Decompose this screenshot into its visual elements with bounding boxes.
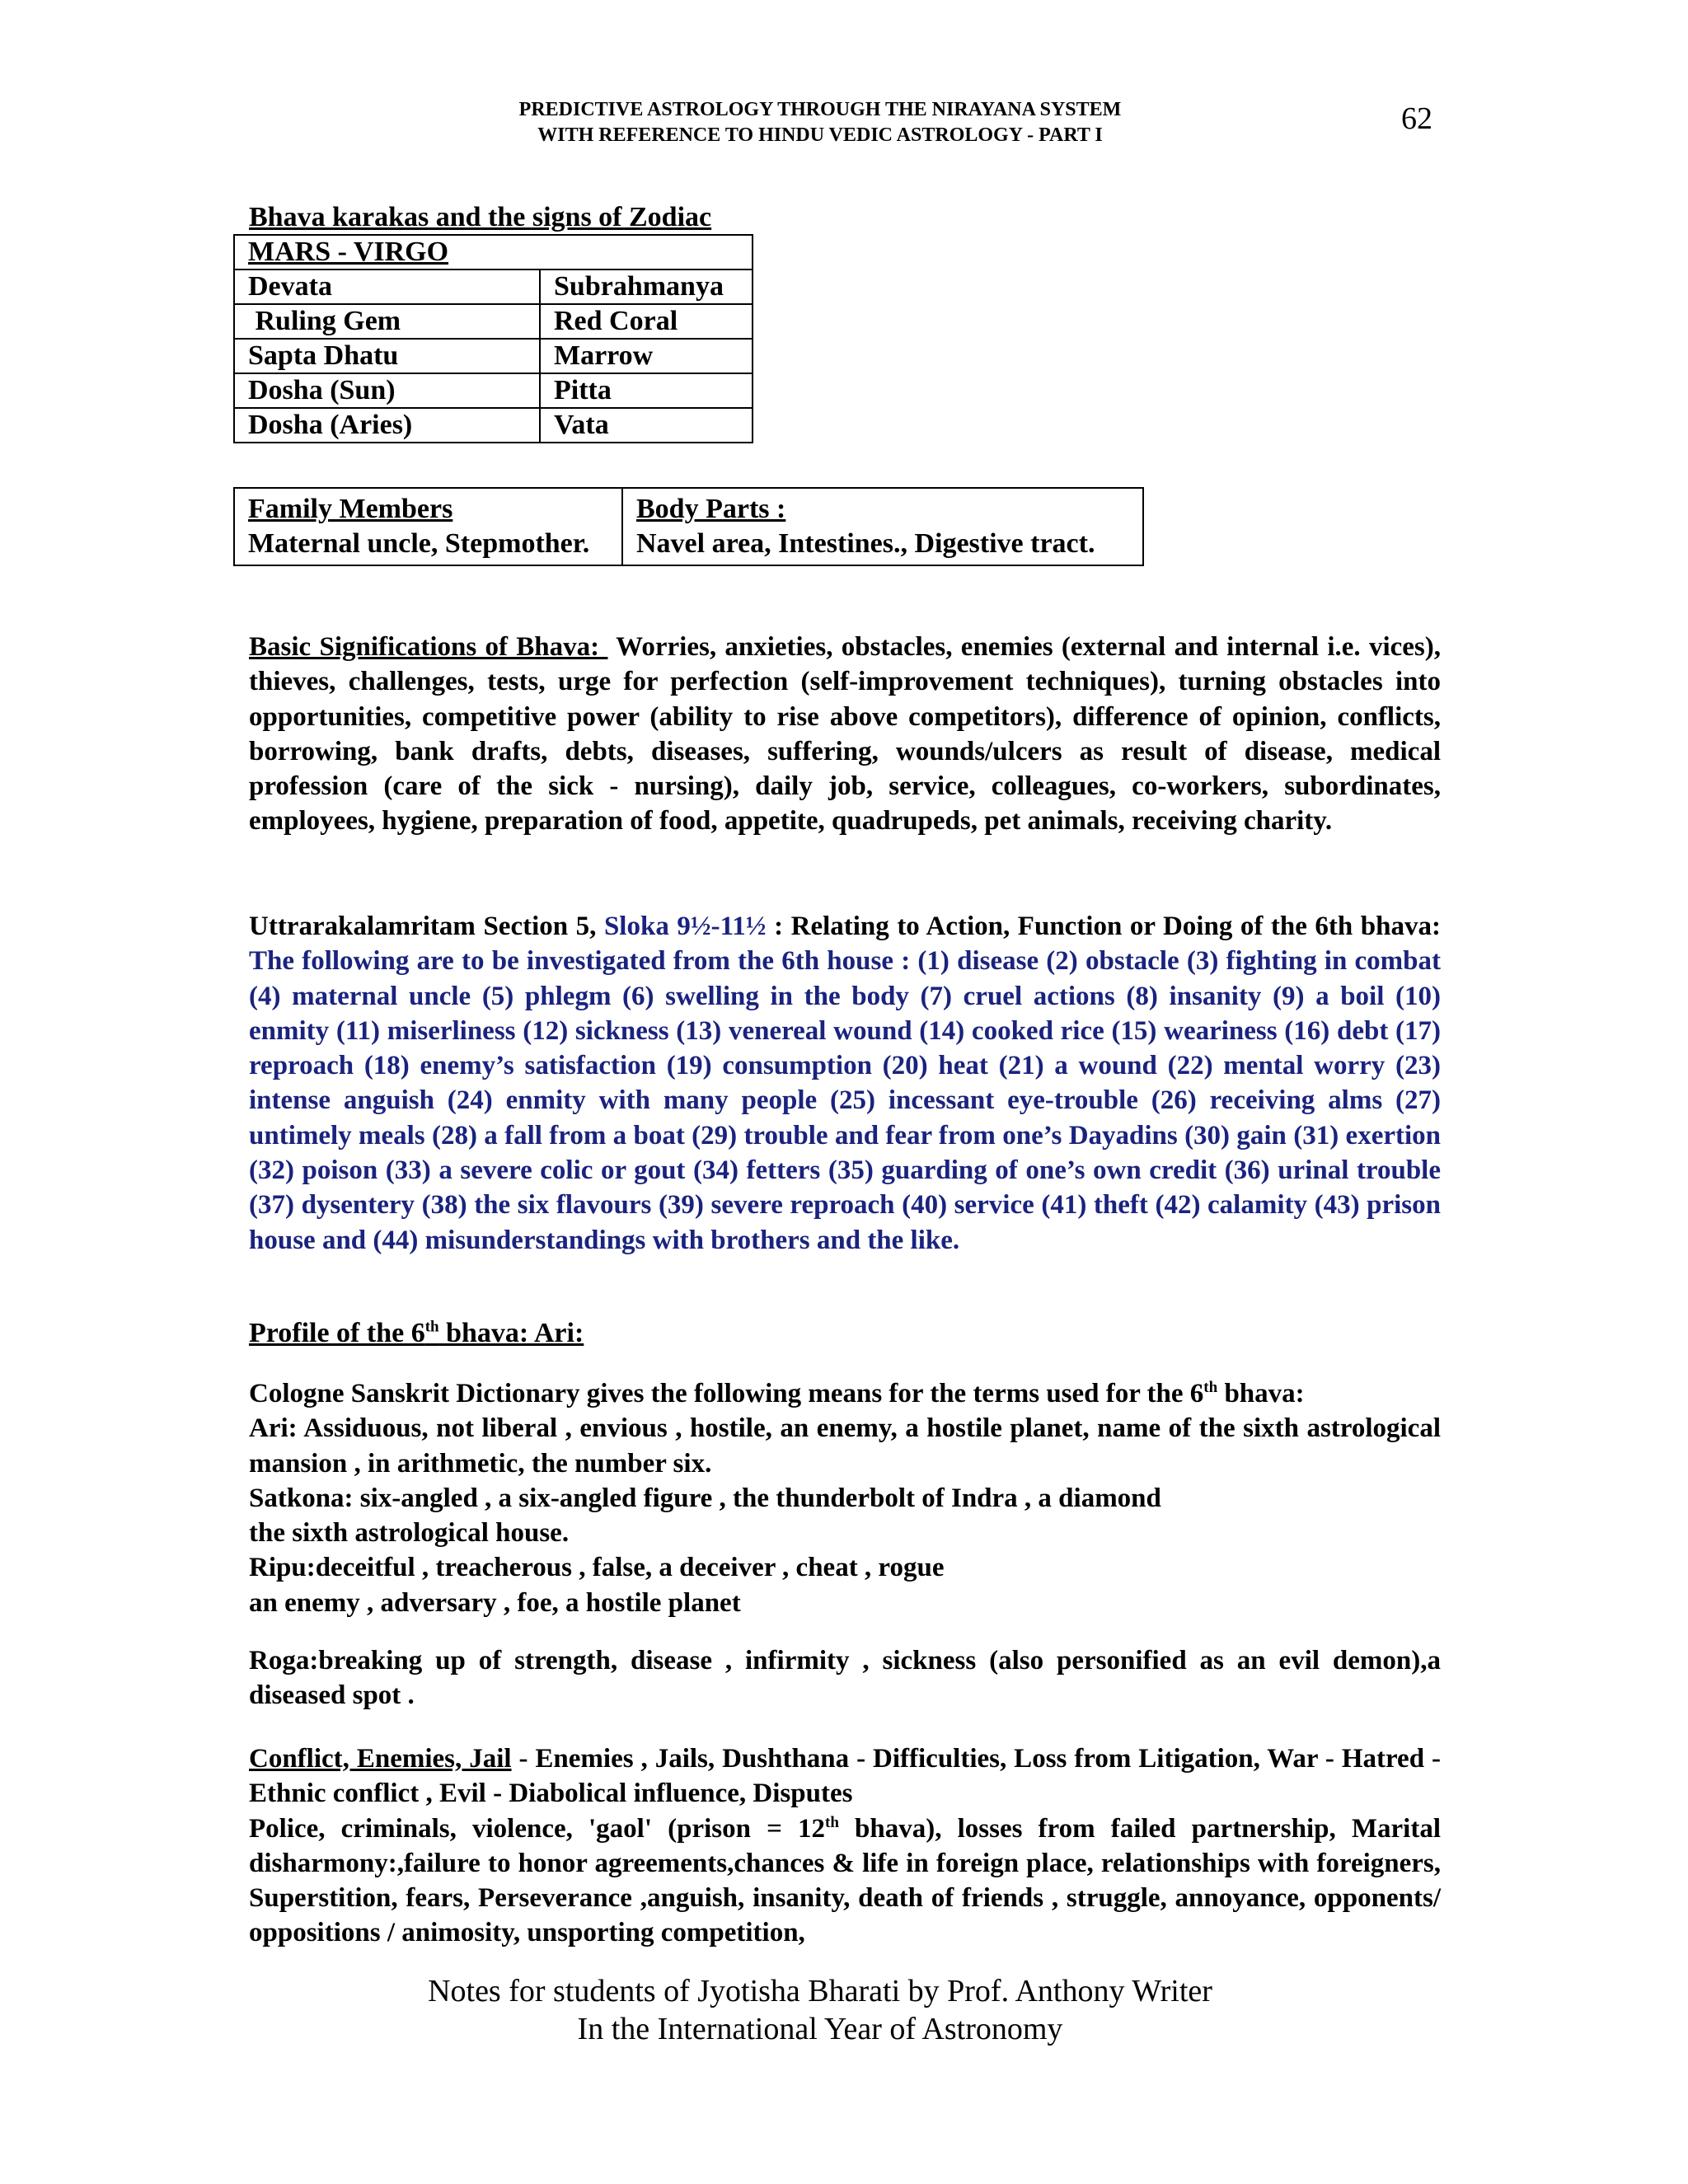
conflict-label: Conflict, Enemies, Jail — [249, 1744, 512, 1774]
header-line-1: PREDICTIVE ASTROLOGY THROUGH THE NIRAYANA SYSTEM — [518, 99, 1122, 120]
table-row — [234, 339, 753, 373]
table-row — [234, 408, 753, 443]
karakas-title: Bhava karakas and the signs of Zodiac — [249, 202, 712, 232]
footer — [247, 1972, 1393, 2048]
footer-line-1: Notes for students of Jyotisha Bharati by Prof. Anthony Writer — [428, 1974, 1212, 2008]
family-title: Family Members — [248, 494, 453, 524]
satkona-definition-2: the sixth astrological house. — [249, 1518, 570, 1549]
basic-significations — [249, 630, 1441, 839]
body-parts-title: Body Parts : — [636, 494, 786, 524]
cologne-section — [249, 1376, 1441, 1713]
uttara-mid: : Relating to Action, Function or Doing of the 6th bhava: — [766, 912, 1442, 941]
row-key: Dosha (Sun) — [234, 373, 540, 408]
running-header — [330, 97, 1311, 148]
basic-text: Worries, anxieties, obstacles, enemies (external and internal i.e. vices), thieves, challenges, tests, urge for perfection (self-improvement techniques), turning obstacles into opportunities, competitive power (ability to rise above competitors), difference of opinion, conflicts, borrowing, bank drafts, debts, diseases, suffering, wounds/ulcers as result of disease, medical profession (care of the sick - nursing), daily job, service, colleagues, co-workers, subordinates, employees, hygiene, preparation of food, appetite, quadrupeds, pet animals, receiving charity. — [249, 632, 1441, 837]
row-key: Sapta Dhatu — [234, 339, 540, 373]
family-body-table — [233, 487, 1144, 566]
uttarakalamritam-paragraph — [249, 909, 1441, 1258]
row-value: Vata — [540, 408, 753, 443]
row-value: Red Coral — [540, 304, 753, 339]
header-line-2: WITH REFERENCE TO HINDU VEDIC ASTROLOGY - PART I — [537, 124, 1103, 146]
body-parts-cell — [622, 488, 1143, 565]
basic-label: Basic Significations of Bhava: — [249, 632, 608, 662]
family-text: Maternal uncle, Stepmother. — [248, 528, 590, 559]
sloka-ref: Sloka 9½-11½ — [603, 912, 767, 941]
table-row — [234, 373, 753, 408]
table-row — [234, 269, 753, 304]
satkona-definition-1: Satkona: six-angled , a six-angled figure , the thunderbolt of Indra , a diamond — [249, 1483, 1161, 1513]
row-value: Marrow — [540, 339, 753, 373]
conflict-section — [249, 1741, 1441, 1951]
table-title-row — [234, 235, 753, 269]
karakas-table — [233, 234, 753, 443]
footer-line-2: In the International Year of Astronomy — [577, 2012, 1063, 2046]
row-value: Pitta — [540, 373, 753, 408]
row-key: Ruling Gem — [234, 304, 540, 339]
table-title: MARS - VIRGO — [234, 235, 753, 269]
conflict-paragraph-1: Conflict, Enemies, Jail - Enemies , Jails, Dushthana - Difficulties, Loss from Litigation, War - Hatred - Ethnic conflict , Evil - Diabolical influence, Disputes — [249, 1744, 1441, 1809]
table-row — [234, 488, 1143, 565]
table-row — [234, 304, 753, 339]
row-key: Devata — [234, 269, 540, 304]
conflict-paragraph-2: Police, criminals, violence, 'gaol' (prison = 12th bhava), losses from failed partnership, Marital disharmony:,failure to honor agreements,chances & life in foreign place, relationships with foreigners, Superstition, fears, Perseverance ,anguish, insanity, death of friends , struggle, annoyance, opponents/ oppositions / animosity, unsporting competition, — [249, 1813, 1441, 1948]
roga-definition: Roga:breaking up of strength, disease , infirmity , sickness (also personified as an evil demon),a diseased spot . — [249, 1646, 1441, 1711]
ripu-definition-1: Ripu:deceitful , treacherous , false, a deceiver , cheat , rogue — [249, 1553, 945, 1583]
family-cell — [234, 488, 622, 565]
profile-heading: Profile of the 6th bhava: Ari: — [249, 1318, 584, 1348]
uttara-intro: Uttrarakalamritam Section 5, — [249, 912, 604, 941]
uttara-list: The following are to be investigated from the 6th house : (1) disease (2) obstacle (3) fighting in combat (4) maternal uncle (5) phlegm (6) swelling in the body (7) cruel actions (8) insanity (9) a boil (10) enmity (11) miserliness (12) sickness (13) venereal wound (14) cooked rice (15) weariness (16) debt (17) reproach (18) enemy’s satisfaction (19) consumption (20) heat (21) a wound (22) mental worry (23) intense anguish (24) enmity with many people (25) incessant eye-trouble (26) receiving alms (27) untimely meals (28) a fall from a boat (29) trouble and fear from one’s Dayadins (30) gain (31) exertion (32) poison (33) a severe colic or gout (34) fetters (35) guarding of one’s own credit (36) urinal trouble (37) dysentery (38) the six flavours (39) severe reproach (40) service (41) theft (42) calamity (43) prison house and (44) misunderstandings with brothers and the like. — [249, 946, 1441, 1255]
cologne-intro: Cologne Sanskrit Dictionary gives the following means for the terms used for the 6th bhava: — [249, 1379, 1305, 1408]
ari-definition: Ari: Assiduous, not liberal , envious , hostile, an enemy, a hostile planet, name of the sixth astrological mansion , in arithmetic, the number six. — [249, 1413, 1441, 1479]
page-number: 62 — [1401, 101, 1432, 136]
row-key: Dosha (Aries) — [234, 408, 540, 443]
body-parts-text: Navel area, Intestines., Digestive tract. — [636, 528, 1095, 559]
ripu-definition-2: an enemy , adversary , foe, a hostile planet — [249, 1587, 741, 1618]
row-value: Subrahmanya — [540, 269, 753, 304]
